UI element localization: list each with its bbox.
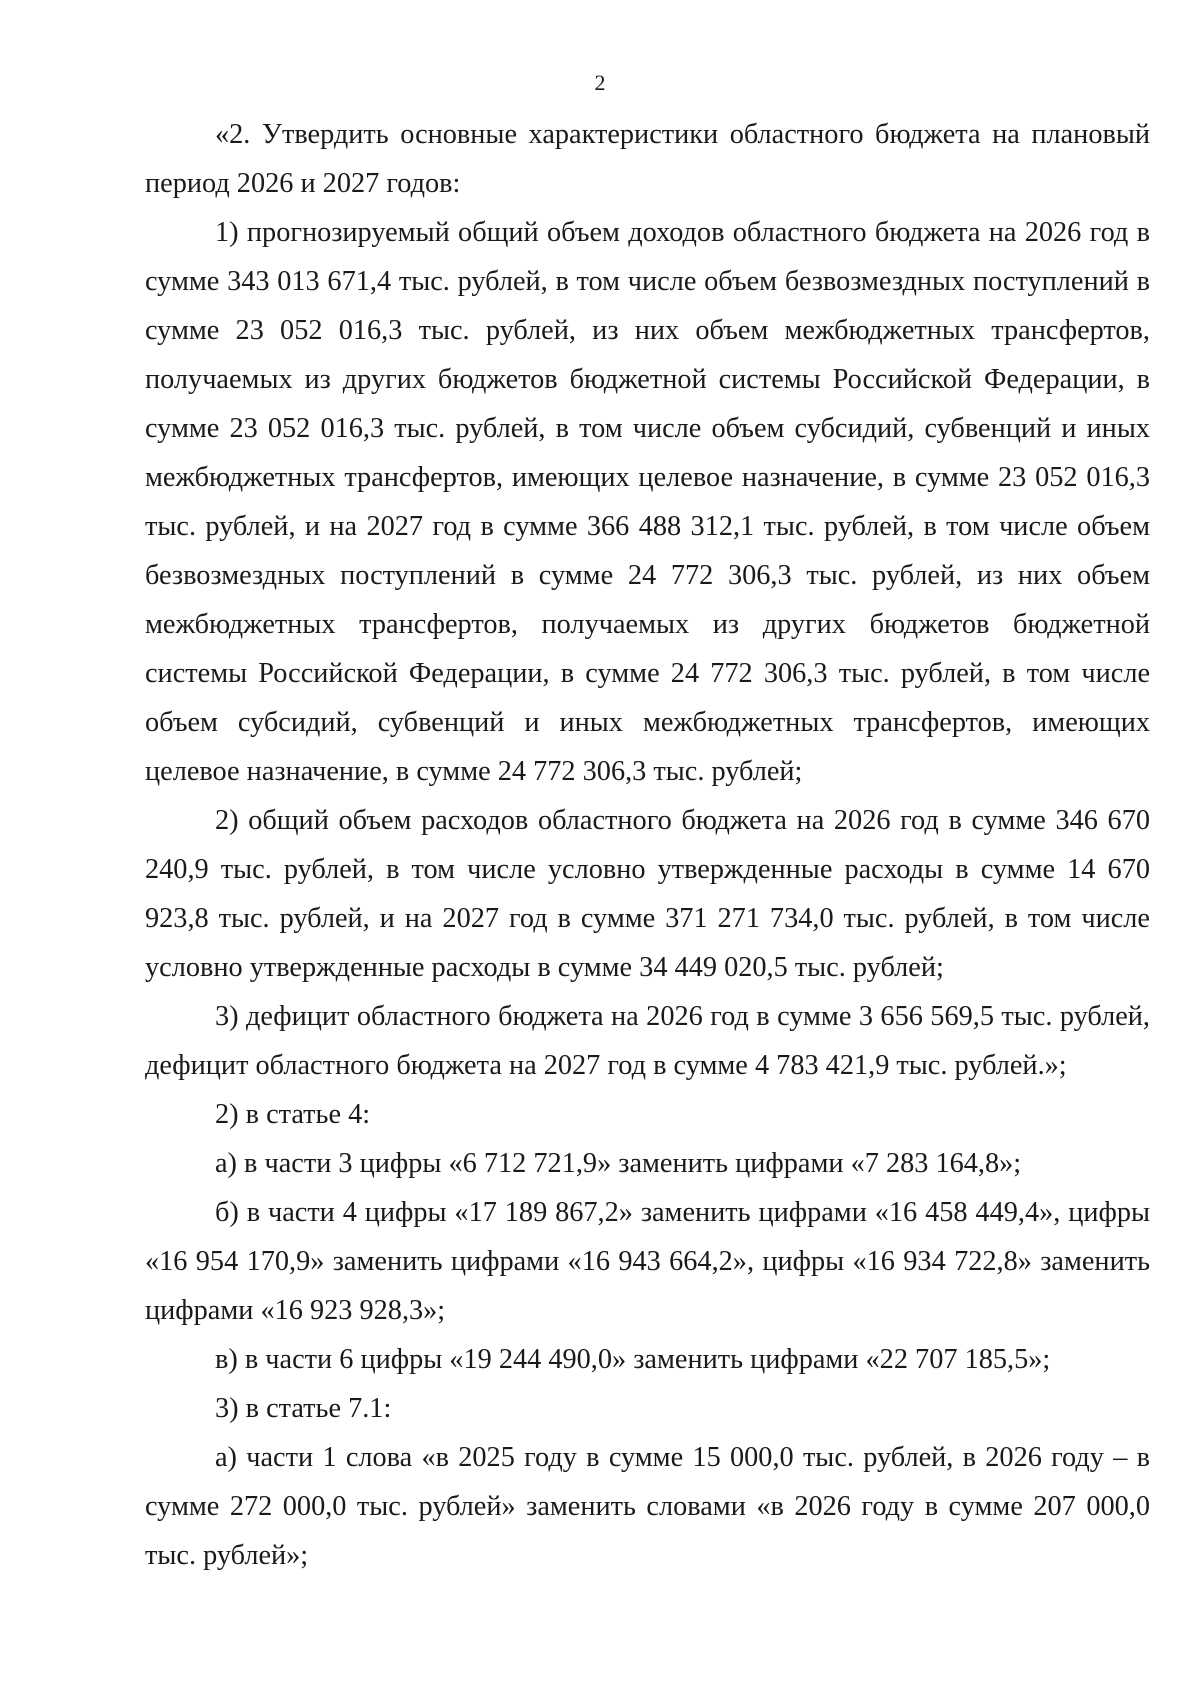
paragraph-article-4-part-4: б) в части 4 цифры «17 189 867,2» заменить цифрами «16 458 449,4», цифры «16 954 170,9» заменить цифрами «16 943 664,2», цифры «16 934 722,8» заменить цифрами «16 923 928,3»; bbox=[145, 1197, 1150, 1326]
paragraph-revenues: 1) прогнозируемый общий объем доходов областного бюджета на 2026 год в сумме 343 013 671,4 тыс. рублей, в том числе объем безвозмездных поступлений в сумме 23 052 016,3 тыс. рублей, из них объем межбюджетных трансфертов, получаемых из других бюджетов бюджетной системы Российской Федерации, в сумме 23 052 016,3 тыс. рублей, в том числе объем субсидий, субвенций и иных межбюджетных трансфертов, имеющих целевое назначение, в сумме 23 052 016,3 тыс. рублей, и на 2027 год в сумме 366 488 312,1 тыс. рублей, в том числе объем безвозмездных поступлений в сумме 24 772 306,3 тыс. рублей, из них объем межбюджетных трансфертов, получаемых из других бюджетов бюджетной системы Российской Федерации, в сумме 24 772 306,3 тыс. рублей, в том числе объем субсидий, субвенций и иных межбюджетных трансфертов, имеющих целевое назначение, в сумме 24 772 306,3 тыс. рублей; bbox=[145, 217, 1150, 787]
paragraph-article-4: 2) в статье 4: bbox=[215, 1099, 371, 1130]
page-number: 2 bbox=[594, 70, 606, 95]
paragraph-expenditures: 2) общий объем расходов областного бюджета на 2026 год в сумме 346 670 240,9 тыс. рублей, в том числе условно утвержденные расходы в сумме 14 670 923,8 тыс. рублей, и на 2027 год в сумме 371 271 734,0 тыс. рублей, в том числе условно утвержденные расходы в сумме 34 449 020,5 тыс. рублей; bbox=[145, 805, 1150, 983]
paragraph-article-4-part-6: в) в части 6 цифры «19 244 490,0» заменить цифрами «22 707 185,5»; bbox=[215, 1344, 1051, 1375]
paragraph-deficit: 3) дефицит областного бюджета на 2026 год в сумме 3 656 569,5 тыс. рублей, дефицит областного бюджета на 2027 год в сумме 4 783 421,9 тыс. рублей.»; bbox=[145, 1001, 1150, 1081]
paragraph-article-4-part-3: а) в части 3 цифры «6 712 721,9» заменить цифрами «7 283 164,8»; bbox=[215, 1148, 1022, 1179]
paragraph-article-7-1-part-1: а) части 1 слова «в 2025 году в сумме 15 000,0 тыс. рублей, в 2026 году – в сумме 272 000,0 тыс. рублей» заменить словами «в 2026 году в сумме 207 000,0 тыс. рублей»; bbox=[145, 1442, 1150, 1571]
document-body bbox=[145, 110, 1150, 1580]
paragraph-main-characteristics: «2. Утвердить основные характеристики областного бюджета на плановый период 2026 и 2027 годов: bbox=[145, 119, 1150, 199]
paragraph-article-7-1: 3) в статье 7.1: bbox=[215, 1393, 392, 1424]
